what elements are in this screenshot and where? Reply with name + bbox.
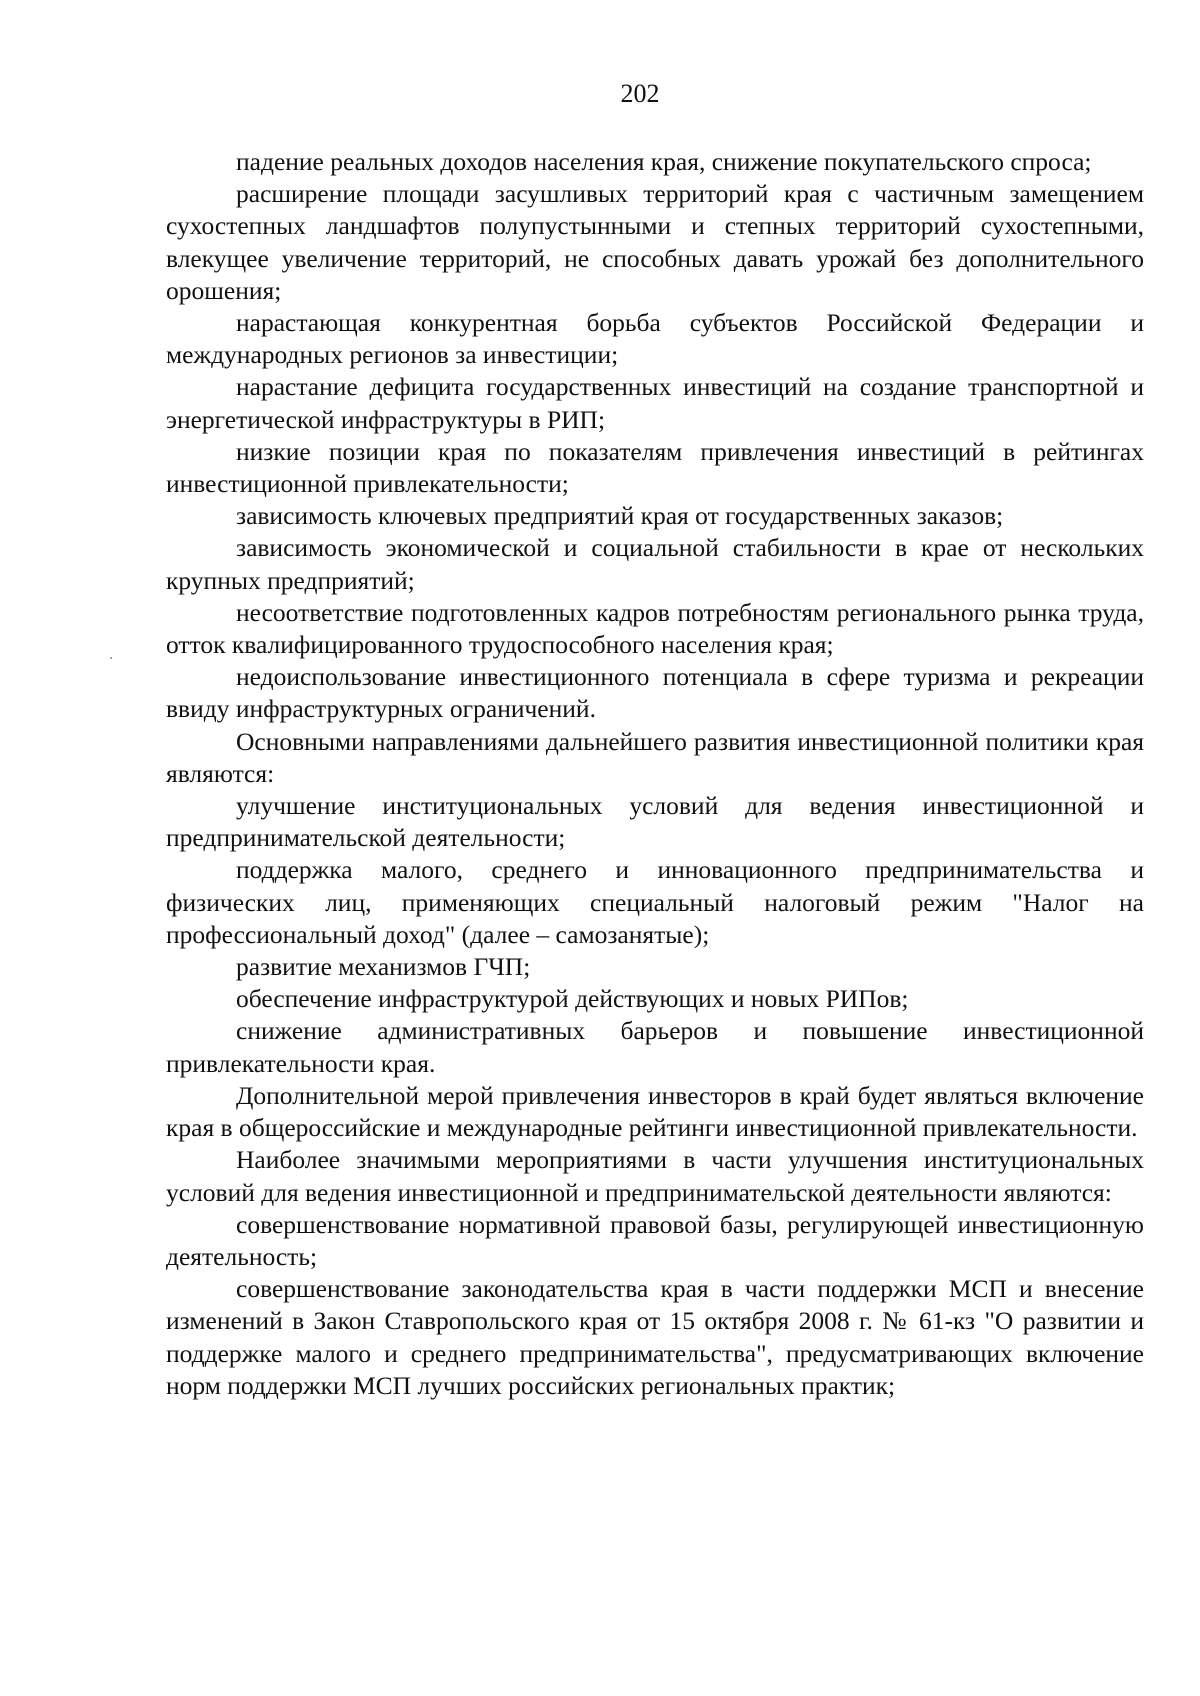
paragraph: развитие механизмов ГЧП; xyxy=(236,952,531,982)
paragraph: совершенствование нормативной правовой базы, регулирующей инвестиционную деятельность; xyxy=(166,1209,1144,1271)
paragraph: Основными направлениями дальнейшего развития инвестиционной политики края являются: xyxy=(166,726,1144,788)
paragraph: несоответствие подготовленных кадров потребностям регионального рынка труда, отток квалифицированного трудоспособного населения края; xyxy=(166,597,1144,660)
paragraph: низкие позиции края по показателям привлечения инвестиций в рейтингах инвестиционной привлекательности; xyxy=(166,436,1144,499)
paragraph: Дополнительной мерой привлечения инвесторов в край будет являться включение края в общероссийские и международные рейтинги инвестиционной привлекательности. xyxy=(166,1080,1144,1143)
paragraph: расширение площади засушливых территорий края с частичным замещением сухостепных ландшафтов полупустынными и степных территорий сухостепными, влекущее увеличение территорий, не способных давать урожай без дополнительного орошения; xyxy=(166,179,1144,305)
body-text xyxy=(166,146,1144,1402)
paragraph: снижение административных барьеров и повышение инвестиционной привлекательности края. xyxy=(166,1016,1144,1078)
paragraph: зависимость экономической и социальной стабильности в крае от нескольких крупных предприятий; xyxy=(166,533,1144,595)
paragraph: поддержка малого, среднего и инновационного предпринимательства и физических лиц, применяющих специальный налоговый режим "Налог на профессиональный доход" (далее – самозанятые); xyxy=(166,855,1144,949)
paragraph: обеспечение инфраструктурой действующих и новых РИПов; xyxy=(236,984,909,1014)
paragraph: зависимость ключевых предприятий края от государственных заказов; xyxy=(236,501,1004,531)
paragraph: падение реальных доходов населения края, снижение покупательского спроса; xyxy=(236,147,1092,176)
paragraph: Наиболее значимыми мероприятиями в части улучшения институциональных условий для ведения инвестиционной и предпринимательской деятельности являются: xyxy=(166,1145,1144,1207)
paragraph: совершенствование законодательства края в части поддержки МСП и внесение изменений в Закон Ставропольского края от 15 октября 2008 г. № 61-кз "О развитии и поддержке малого и среднего предпринимательства", предусматривающих включение норм поддержки МСП лучших российских региональных практик; xyxy=(166,1274,1144,1400)
page-number: 202 xyxy=(620,79,660,108)
paragraph: недоиспользование инвестиционного потенциала в сфере туризма и рекреации ввиду инфраструктурных ограничений. xyxy=(166,662,1144,724)
paragraph: нарастающая конкурентная борьба субъектов Российской Федерации и международных регионов за инвестиции; xyxy=(166,308,1144,370)
scan-artifact-dot xyxy=(110,657,112,659)
paragraph: улучшение институциональных условий для ведения инвестиционной и предпринимательской деятельности; xyxy=(166,791,1144,853)
paragraph: нарастание дефицита государственных инвестиций на создание транспортной и энергетической инфраструктуры в РИП; xyxy=(166,372,1144,434)
